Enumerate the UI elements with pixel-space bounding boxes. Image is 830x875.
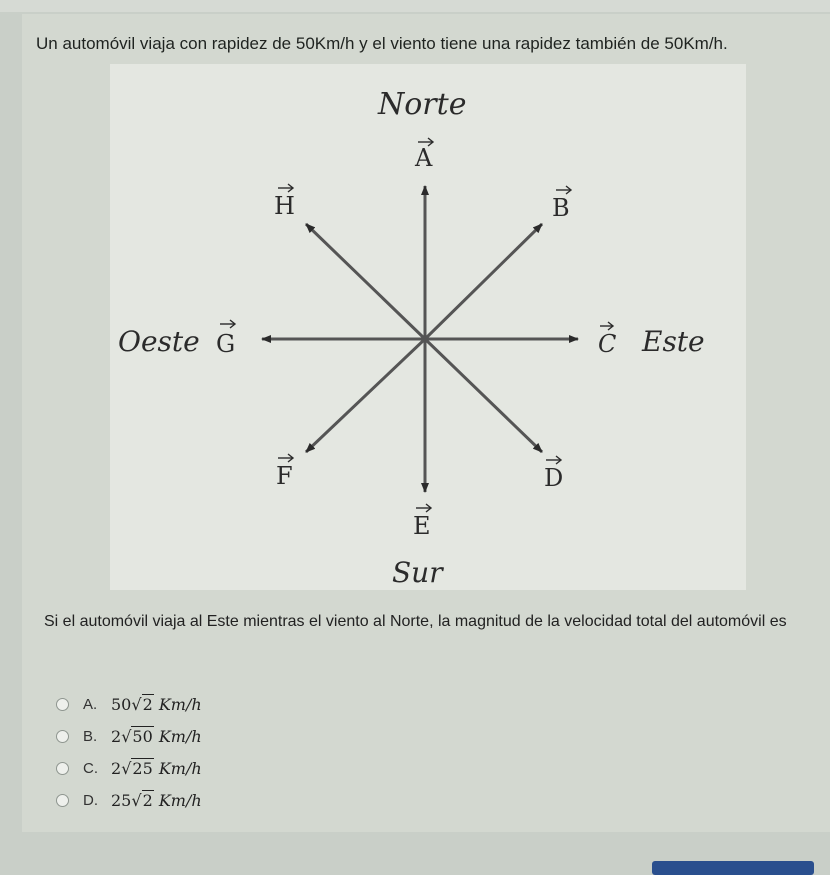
option-letter: D. <box>83 791 98 809</box>
svg-text:C: C <box>598 330 617 358</box>
option-value: 2√25 Km/h <box>111 758 202 778</box>
option-value: 50√2 Km/h <box>111 694 202 714</box>
option-letter: C. <box>83 759 98 777</box>
svg-text:F: F <box>276 462 293 490</box>
vector-d-label <box>544 456 563 492</box>
compass-figure <box>110 64 746 590</box>
option-value: 2√50 Km/h <box>111 726 202 746</box>
vector-d-line <box>425 339 542 452</box>
vector-a-label <box>414 138 433 172</box>
vector-c-label <box>598 322 616 358</box>
vector-e-label <box>413 504 431 540</box>
vector-f-label <box>276 454 293 490</box>
radio-button[interactable] <box>56 698 69 711</box>
svg-text:E: E <box>413 512 431 540</box>
option-a[interactable] <box>56 688 202 720</box>
vector-b-label <box>552 186 571 222</box>
compass-diagram <box>110 64 746 590</box>
top-rule <box>0 0 830 12</box>
svg-text:D: D <box>544 464 564 492</box>
svg-text:G: G <box>216 330 236 358</box>
option-c[interactable] <box>56 752 202 784</box>
svg-text:B: B <box>552 194 570 222</box>
radio-button[interactable] <box>56 762 69 775</box>
vector-h-label <box>274 184 295 220</box>
intro-text: Un automóvil viaja con rapidez de 50Km/h y el viento tiene una rapidez también de 50Km/h. <box>36 34 728 53</box>
option-b[interactable] <box>56 720 202 752</box>
next-button[interactable] <box>652 861 814 875</box>
option-d[interactable] <box>56 784 202 816</box>
option-value: 25√2 Km/h <box>111 790 202 810</box>
south-label: Sur <box>392 556 443 589</box>
east-label: Este <box>642 325 705 358</box>
svg-text:A: A <box>415 144 433 172</box>
question-text: Si el automóvil viaja al Este mientras el viento al Norte, la magnitud de la velocidad total del automóvil es <box>44 613 787 630</box>
north-label: Norte <box>378 87 467 122</box>
option-letter: B. <box>83 727 98 745</box>
radio-button[interactable] <box>56 794 69 807</box>
west-label: Oeste <box>118 325 200 358</box>
answer-options <box>56 688 202 816</box>
vector-h-line <box>306 224 425 339</box>
vector-g-label <box>216 320 235 358</box>
vector-f-line <box>306 339 425 452</box>
svg-text:H: H <box>274 192 295 220</box>
vector-b-line <box>425 224 542 339</box>
radio-button[interactable] <box>56 730 69 743</box>
option-letter: A. <box>83 695 98 713</box>
